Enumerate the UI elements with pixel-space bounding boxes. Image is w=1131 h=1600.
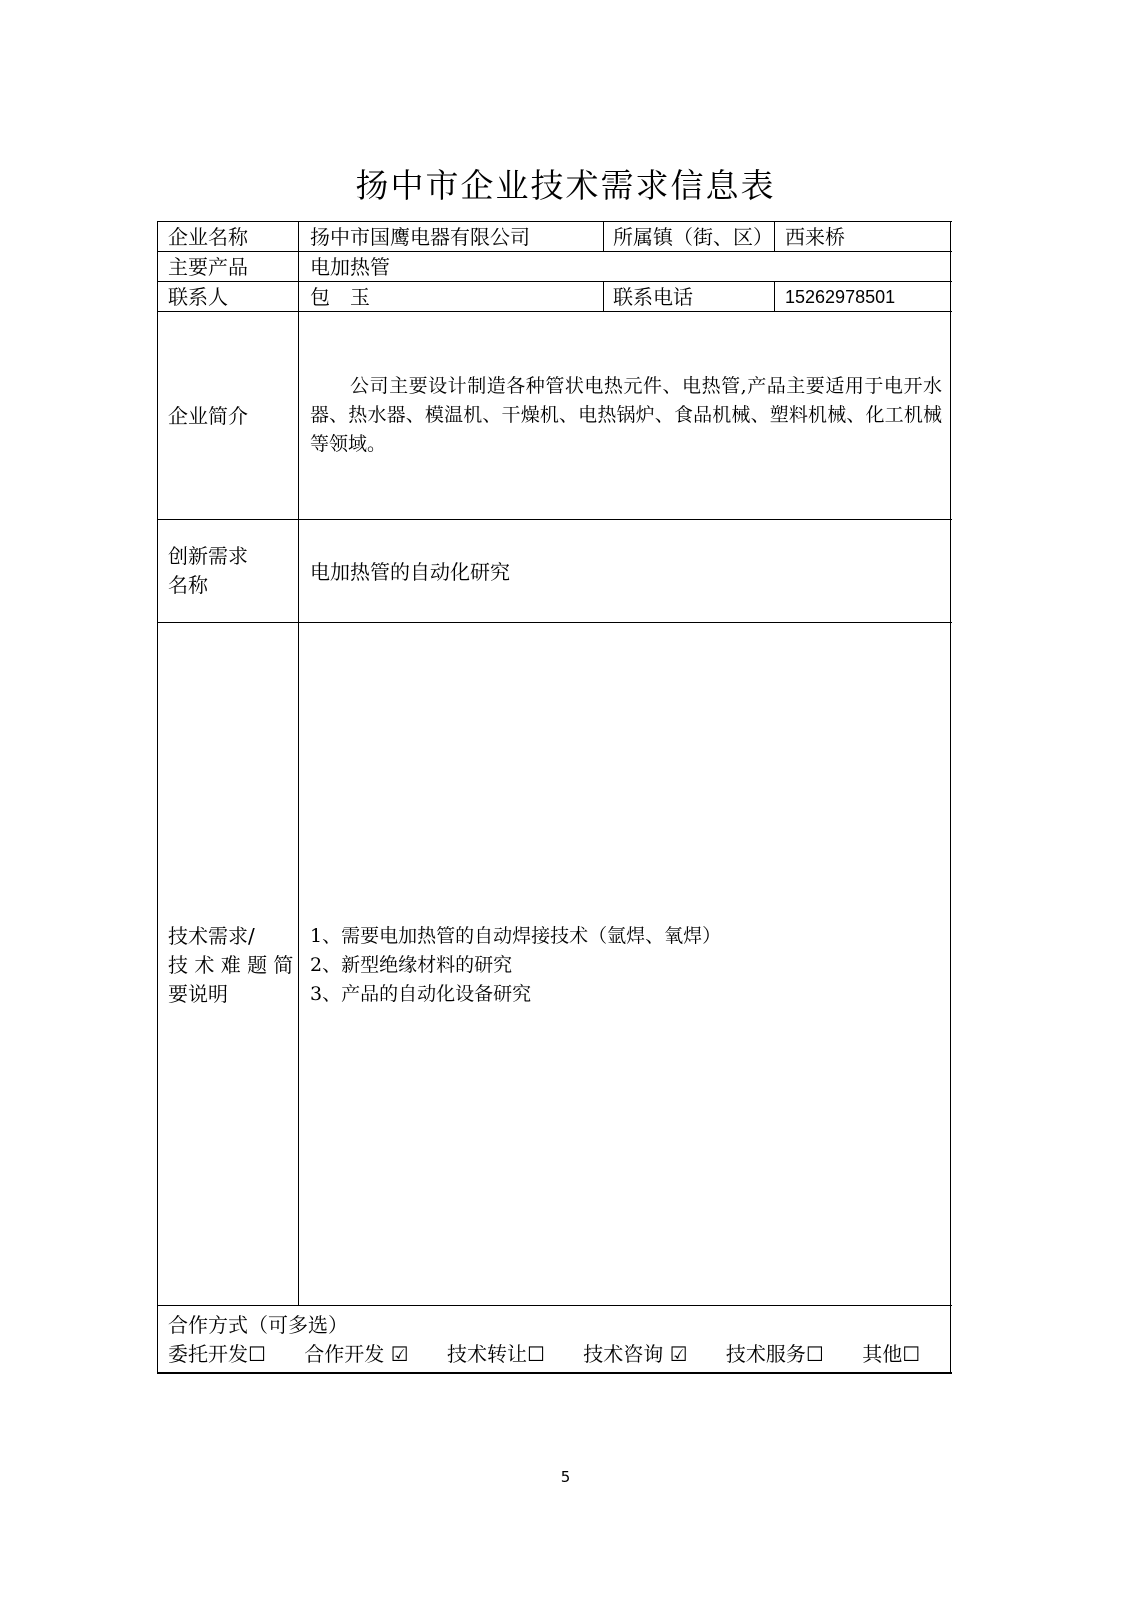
town-value: 西来桥 xyxy=(785,225,845,249)
column-divider xyxy=(603,281,604,311)
row-divider xyxy=(157,622,952,623)
row-divider xyxy=(157,1305,952,1306)
innovation-label-line1: 创新需求 xyxy=(168,544,248,568)
table-border-right xyxy=(950,221,951,1373)
page-number: 5 xyxy=(560,1468,571,1486)
company-name-value: 扬中市国鹰电器有限公司 xyxy=(310,225,530,249)
table-border-left xyxy=(157,221,158,1373)
tech-label-line2: 技 术 难 题 简 xyxy=(168,953,294,977)
option-tech-service[interactable]: 技术服务☐ xyxy=(725,1342,824,1366)
product-value: 电加热管 xyxy=(310,255,390,279)
tech-item-1: 1、需要电加热管的自动焊接技术（氩焊、氧焊） xyxy=(310,925,722,947)
checkbox-checked-icon: ☑ xyxy=(663,1342,688,1366)
option-tech-transfer[interactable]: 技术转让☐ xyxy=(446,1342,545,1366)
product-label: 主要产品 xyxy=(168,255,248,279)
row-divider xyxy=(157,281,952,282)
tech-label-line1: 技术需求/ xyxy=(168,924,255,948)
checkbox-checked-icon: ☑ xyxy=(384,1342,409,1366)
cooperation-label: 合作方式（可多选） xyxy=(168,1313,348,1337)
checkbox-icon: ☐ xyxy=(526,1342,545,1366)
row-divider xyxy=(157,519,952,520)
option-commissioned-dev[interactable]: 委托开发☐ xyxy=(168,1342,266,1366)
tech-item-3: 3、产品的自动化设备研究 xyxy=(310,983,532,1005)
contact-value: 包 玉 xyxy=(310,285,370,309)
intro-text: 公司主要设计制造各种管状电热元件、电热管,产品主要适用于电开水器、热水器、模温机、干燥机、电热锅炉、食品机械、塑料机械、化工机械等领域。 xyxy=(310,375,942,455)
company-name-label: 企业名称 xyxy=(168,225,248,249)
phone-value: 15262978501 xyxy=(785,287,896,307)
cooperation-options xyxy=(168,1340,952,1368)
column-divider xyxy=(774,281,775,311)
innovation-value: 电加热管的自动化研究 xyxy=(310,560,510,584)
column-divider xyxy=(774,221,775,251)
town-label: 所属镇（街、区） xyxy=(613,225,773,249)
table-border-bottom xyxy=(157,1372,952,1374)
phone-label: 联系电话 xyxy=(613,285,693,309)
table-border-top xyxy=(157,221,952,222)
tech-label-line3: 要说明 xyxy=(168,982,228,1006)
checkbox-icon: ☐ xyxy=(805,1342,824,1366)
checkbox-icon: ☐ xyxy=(248,1342,266,1366)
intro-label: 企业简介 xyxy=(168,404,248,428)
tech-item-2: 2、新型绝缘材料的研究 xyxy=(310,954,513,976)
column-divider xyxy=(603,221,604,251)
checkbox-icon: ☐ xyxy=(902,1342,921,1366)
column-divider xyxy=(298,221,299,1306)
page-title: 扬中市企业技术需求信息表 xyxy=(355,166,776,205)
option-tech-consulting[interactable]: 技术咨询 ☑ xyxy=(583,1342,688,1366)
contact-label: 联系人 xyxy=(168,285,228,309)
row-divider xyxy=(157,251,952,252)
row-divider xyxy=(157,311,952,312)
option-other[interactable]: 其他☐ xyxy=(862,1342,921,1366)
innovation-label-line2: 名称 xyxy=(168,573,208,597)
option-joint-dev[interactable]: 合作开发 ☑ xyxy=(304,1342,409,1366)
